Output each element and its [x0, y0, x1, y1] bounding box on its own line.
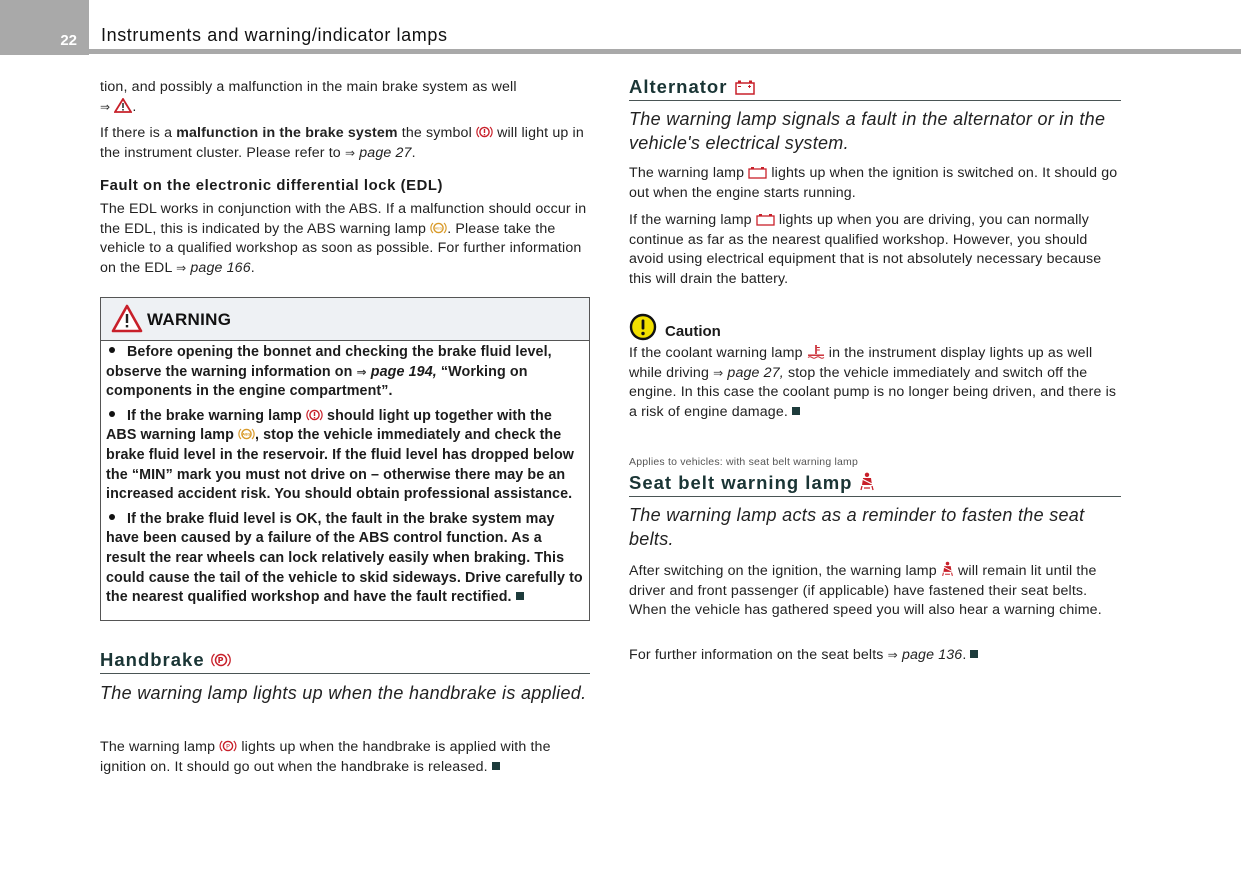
end-of-section-icon — [516, 592, 524, 600]
warning-triangle-icon — [111, 304, 143, 333]
bullet-icon — [109, 411, 115, 417]
seatbelt-paragraph-2: For further information on the seat belts ⇒ page 136. — [629, 646, 1121, 666]
brake-warning-icon — [476, 125, 493, 139]
warning-label: WARNING — [147, 310, 232, 329]
arrow-icon: ⇒ — [100, 99, 111, 114]
svg-text:ABS: ABS — [242, 432, 251, 437]
warning-item: If the brake fluid level is OK, the fault in the brake system may have been caused by a failure of the ABS control function. As a result the rear wheels can lock relatively easily when braking. This could cause the tail of the vehicle to skid sideways. Drive carefully to the nearest qualified workshop and have the fault rectified. — [106, 510, 583, 606]
svg-text:ABS: ABS — [434, 226, 443, 231]
page-header — [0, 0, 1241, 55]
alternator-paragraph-1: The warning lamp lights up when the ignition is switched on. It should go out when the engine starts running. — [629, 165, 1118, 201]
caution-icon — [629, 313, 657, 341]
handbrake-paragraph: The warning lamp P lights up when the handbrake is applied with the ignition on. It should go out when the handbrake is released. — [100, 739, 551, 775]
edl-paragraph: The EDL works in conjunction with the ABS. If a malfunction should occur in the EDL, this is indicated by the ABS warning lamp ABS . Please take the vehicle to a qualified workshop as soon as possible. For further information on the EDL ⇒ page 166. — [100, 201, 587, 276]
page-ref-link[interactable]: page 136 — [897, 647, 963, 663]
svg-text:P: P — [226, 742, 231, 751]
section-title: Seat belt warning lamp — [629, 472, 1121, 497]
caution-label: Caution — [665, 323, 721, 340]
brake-warning-icon — [306, 408, 323, 422]
chapter-title: Instruments and warning/indicator lamps — [101, 25, 448, 45]
warning-triangle-icon — [114, 98, 132, 113]
handbrake-icon — [219, 739, 237, 753]
battery-icon — [734, 79, 756, 95]
end-of-section-icon — [970, 650, 978, 658]
battery-icon — [756, 213, 775, 226]
warning-header — [101, 298, 589, 341]
alternator-paragraph-2: If the warning lamp lights up when you are driving, you can normally continue as far as the nearest qualified workshop. However, you should avoid using electrical equipment that is not absolutely necessary because this will drain the battery. — [629, 212, 1102, 287]
section-title: Handbrake P — [100, 649, 590, 674]
warning-box — [100, 297, 590, 621]
bullet-icon — [109, 514, 115, 520]
page-number: 22 — [60, 32, 77, 49]
page-ref-link[interactable]: page 27 — [355, 144, 412, 161]
applies-to-note: Applies to vehicles: with seat belt warning lamp — [629, 456, 859, 468]
bullet-icon — [109, 347, 115, 353]
coolant-temperature-icon — [807, 344, 825, 359]
warning-item: Before opening the bonnet and checking the brake fluid level, observe the warning information on ⇒ page 194, “Working on components in the engine compartment”. — [106, 344, 552, 400]
page-ref-link[interactable]: page 27, — [723, 364, 784, 381]
brake-malfunction-paragraph: If there is a malfunction in the brake system the symbol will light up in the instrument cluster. Please refer to ⇒ page 27. — [100, 125, 584, 161]
abs-warning-icon — [238, 427, 255, 441]
end-of-section-icon — [492, 762, 500, 770]
caution-header — [629, 313, 721, 341]
edl-heading: Fault on the electronic differential lock (EDL) — [100, 178, 444, 194]
intro-paragraph: tion, and possibly a malfunction in the main brake system as well ⇒ . — [100, 79, 517, 115]
page-ref-link[interactable]: page 166 — [186, 259, 251, 276]
caution-paragraph: If the coolant warning lamp in the instrument display lights up as well while driving ⇒ page 27, stop the vehicle immediately and switch off the engine. In this case the coolant pump is no longer being driven, and there is a risk of engine damage. — [629, 345, 1117, 420]
abs-warning-icon — [430, 221, 447, 235]
page-number-box — [0, 0, 89, 55]
seatbelt-paragraph-1: After switching on the ignition, the warning lamp will remain lit until the driver and front passenger (if applicable) have fastened their seat belts. When the vehicle has gathered speed you will also hear a warning chime. — [629, 563, 1102, 619]
section-lead: The warning lamp acts as a reminder to fasten the seat belts. — [629, 505, 1085, 549]
warning-body — [101, 341, 589, 608]
section-title: Alternator — [629, 76, 1121, 101]
seat-belt-icon — [941, 561, 954, 577]
header-rule — [89, 49, 1241, 54]
page-ref-link[interactable]: page 194, — [366, 363, 437, 380]
section-lead: The warning lamp lights up when the handbrake is applied. — [100, 683, 587, 703]
svg-text:P: P — [217, 656, 225, 665]
handbrake-icon — [211, 652, 231, 668]
warning-item: If the brake warning lamp should light up together with the ABS warning lamp ABS , stop the vehicle immediately and check the brake fluid level in the reservoir. If the fluid level has dropped below the “MIN” mark you must not drive on – otherwise there may be an increased accident risk. You should obtain professional assistance. — [106, 407, 574, 503]
battery-icon — [748, 166, 767, 179]
end-of-section-icon — [792, 407, 800, 415]
section-lead: The warning lamp signals a fault in the alternator or in the vehicle's electrical system. — [629, 109, 1106, 153]
seat-belt-icon — [859, 472, 875, 491]
